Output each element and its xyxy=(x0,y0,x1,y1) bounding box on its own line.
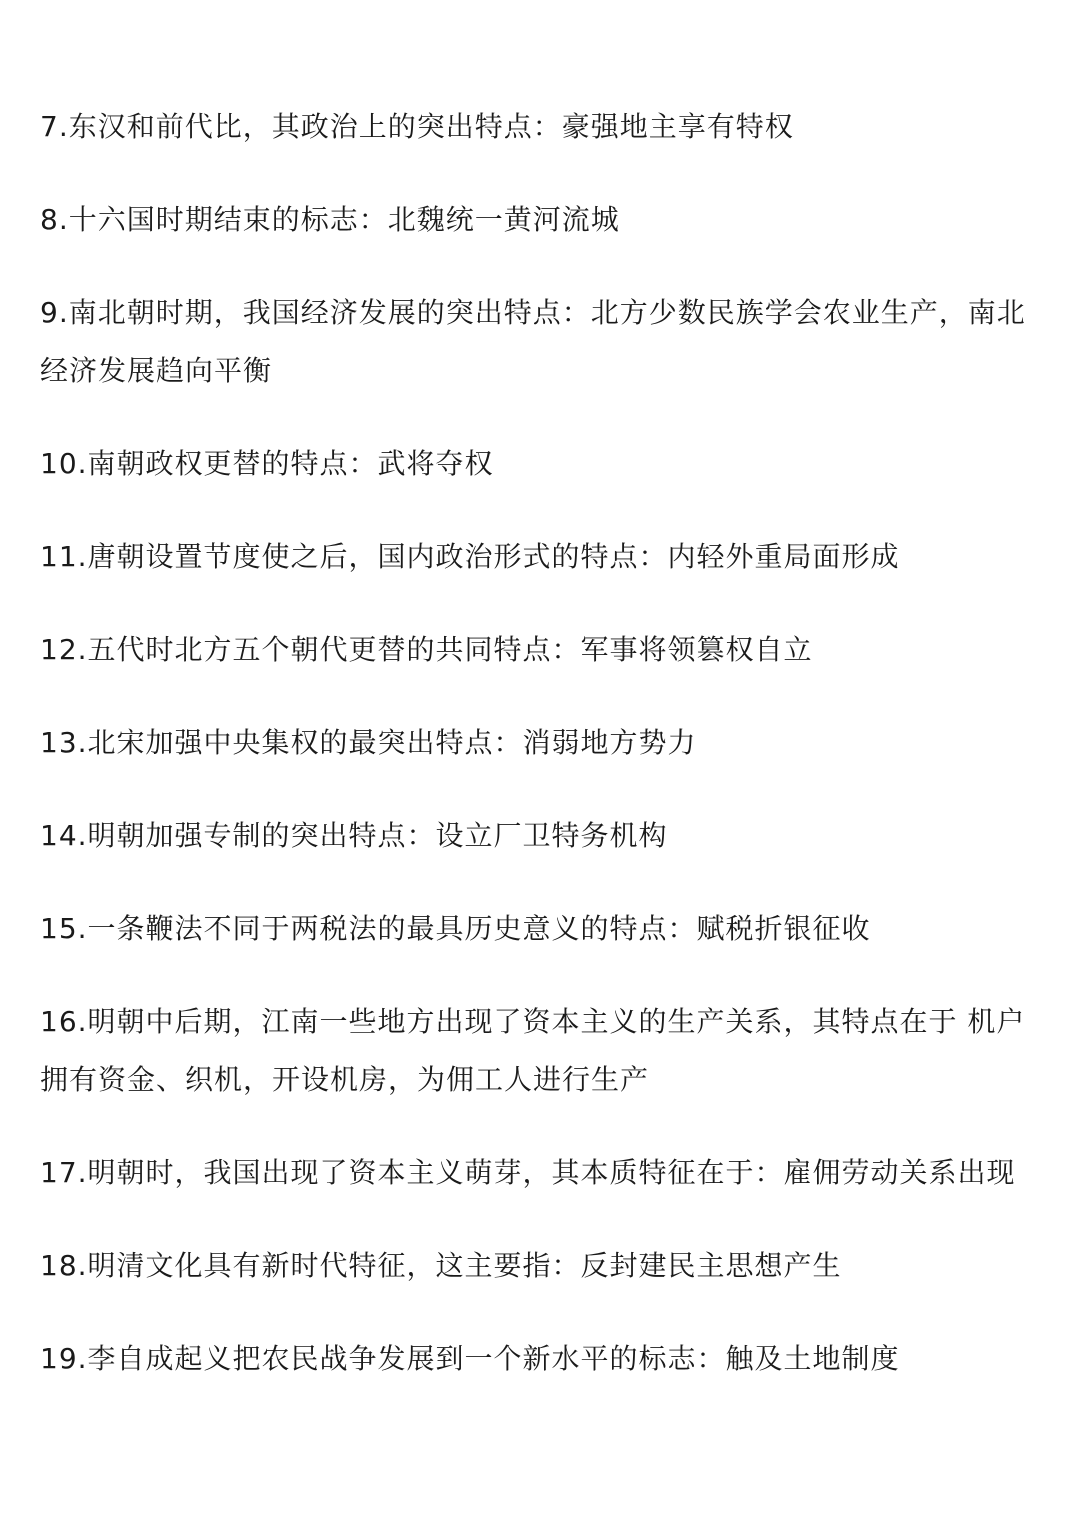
list-item-18: 18.明清文化具有新时代特征，这主要指：反封建民主思想产生 xyxy=(40,1249,842,1282)
list-item-13: 13.北宋加强中央集权的最突出特点：消弱地方势力 xyxy=(40,726,697,759)
list-item-12: 12.五代时北方五个朝代更替的共同特点：军事将领篡权自立 xyxy=(40,633,813,666)
list-item-19: 19.李自成起义把农民战争发展到一个新水平的标志：触及土地制度 xyxy=(40,1342,900,1375)
list-item-10: 10.南朝政权更替的特点：武将夺权 xyxy=(40,447,494,480)
list-item-14: 14.明朝加强专制的突出特点：设立厂卫特务机构 xyxy=(40,819,668,852)
list-item-9: 9.南北朝时期，我国经济发展的突出特点：北方少数民族学会农业生产，南北经济发展趋向平衡 xyxy=(40,296,1026,387)
list-item-7: 7.东汉和前代比，其政治上的突出特点：豪强地主享有特权 xyxy=(40,110,794,143)
list-item-8: 8.十六国时期结束的标志：北魏统一黄河流城 xyxy=(40,203,620,236)
list-item-11: 11.唐朝设置节度使之后，国内政治形式的特点：内轻外重局面形成 xyxy=(40,540,900,573)
list-item-15: 15.一条鞭法不同于两税法的最具历史意义的特点：赋税折银征收 xyxy=(40,912,871,945)
list-item-17: 17.明朝时，我国出现了资本主义萌芽，其本质特征在于：雇佣劳动关系出现 xyxy=(40,1156,1016,1189)
list-item-16: 16.明朝中后期，江南一些地方出现了资本主义的生产关系，其特点在于 机户拥有资金、织机，开设机房，为佣工人进行生产 xyxy=(40,1005,1026,1096)
